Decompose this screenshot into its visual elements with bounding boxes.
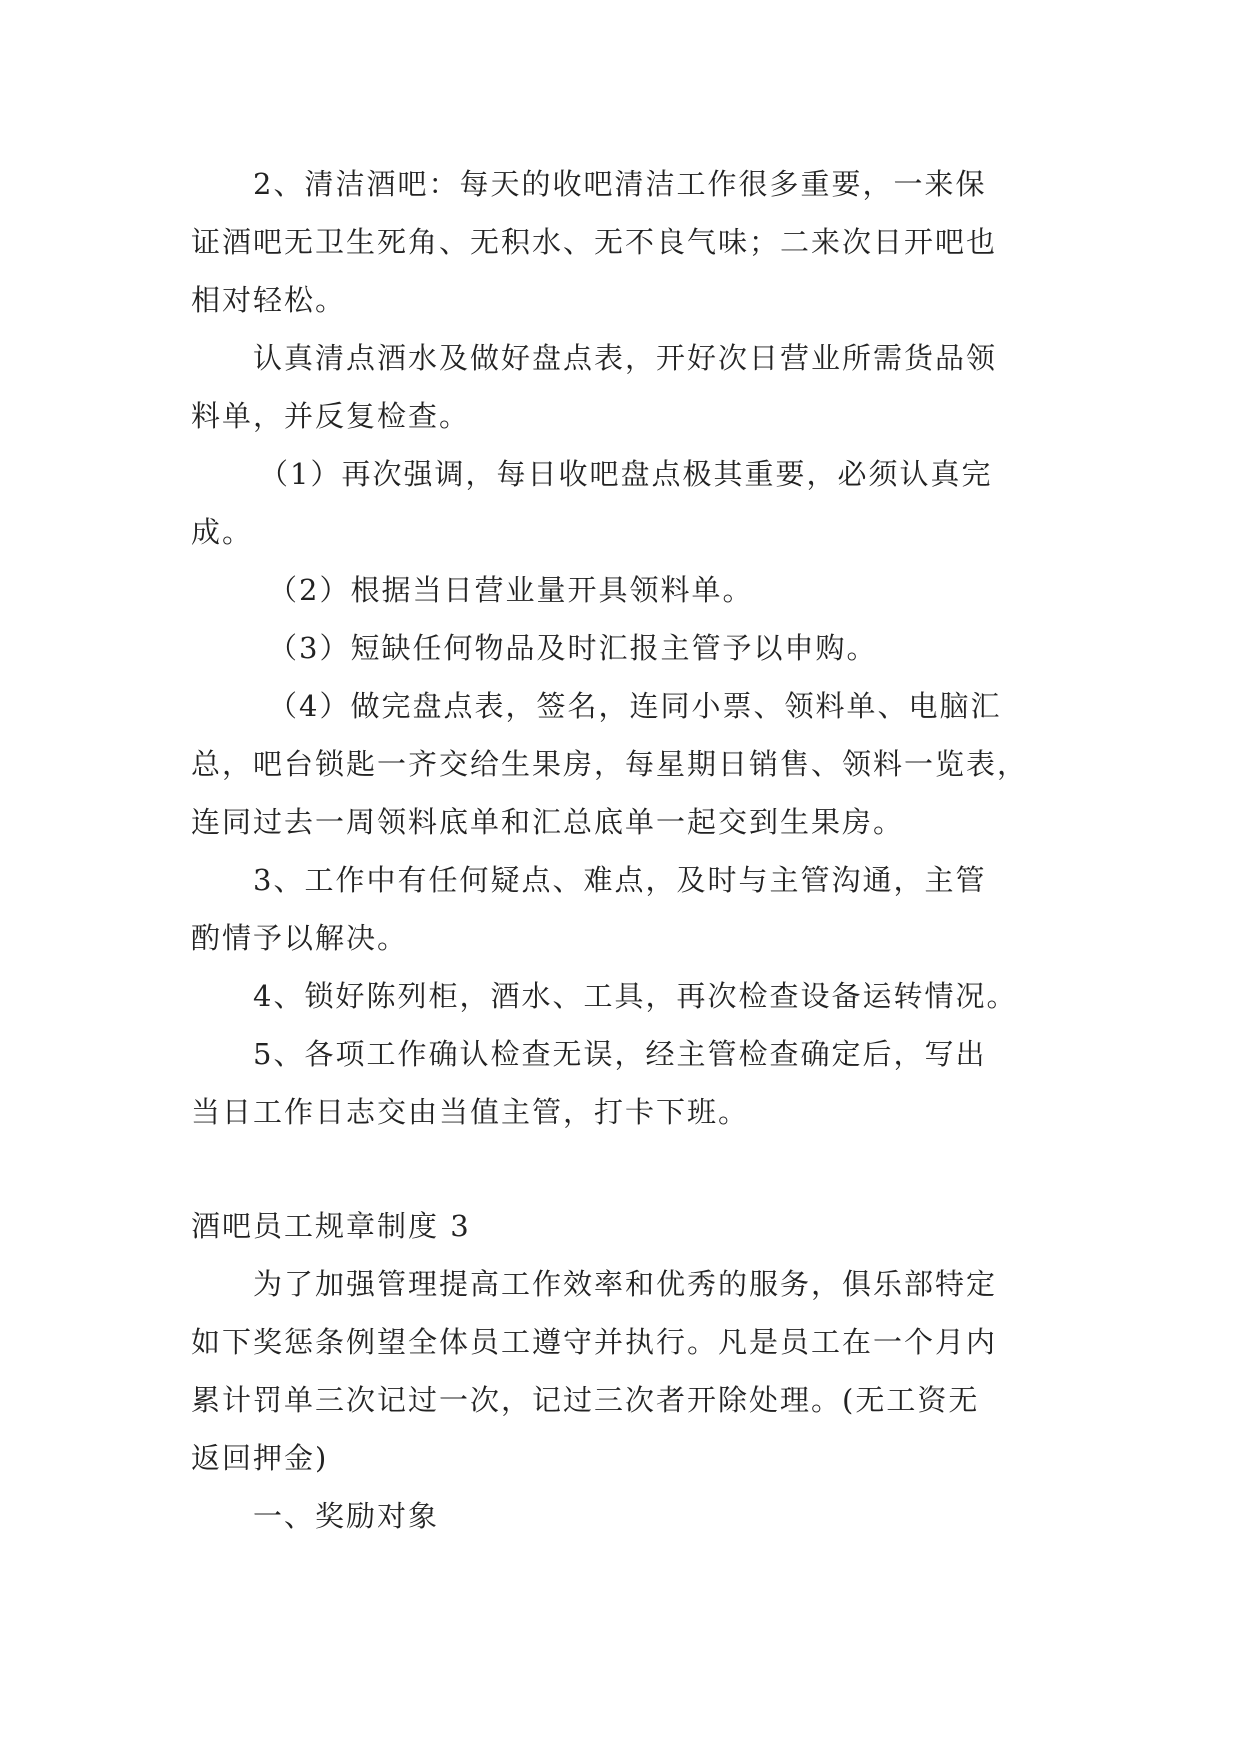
paragraph-line: 相对轻松。 (191, 283, 347, 317)
paragraph-line: 证酒吧无卫生死角、无积水、无不良气味；二来次日开吧也 (191, 225, 998, 259)
paragraph-line: 返回押金) (191, 1441, 329, 1475)
paragraph-line: 2、清洁酒吧：每天的收吧清洁工作很多重要，一来保 (253, 167, 987, 201)
paragraph-line: （3）短缺任何物品及时汇报主管予以申购。 (268, 631, 878, 665)
paragraph-line: （1）再次强调，每日收吧盘点极其重要，必须认真完 (259, 457, 993, 491)
paragraph-line: 认真清点酒水及做好盘点表，开好次日营业所需货品领 (253, 341, 998, 375)
paragraph-line: （4）做完盘点表，签名，连同小票、领料单、电脑汇 (268, 689, 1002, 723)
paragraph-line: 一、奖励对象 (253, 1499, 440, 1533)
paragraph-line: 酌情予以解决。 (191, 921, 409, 955)
paragraph-line: 3、工作中有任何疑点、难点，及时与主管沟通，主管 (253, 863, 987, 897)
paragraph-line: 如下奖惩条例望全体员工遵守并执行。凡是员工在一个月内 (191, 1325, 998, 1359)
paragraph-line: 成。 (191, 515, 254, 549)
paragraph-line: 总，吧台锁匙一齐交给生果房，每星期日销售、领料一览表， (191, 747, 1029, 781)
paragraph-line: 连同过去一周领料底单和汇总底单一起交到生果房。 (191, 805, 905, 839)
paragraph-line: 4、锁好陈列柜，酒水、工具，再次检查设备运转情况。 (253, 979, 1018, 1013)
section-heading: 酒吧员工规章制度 3 (191, 1209, 471, 1243)
paragraph-line: 为了加强管理提高工作效率和优秀的服务，俱乐部特定 (253, 1267, 998, 1301)
paragraph-line: 料单，并反复检查。 (191, 399, 471, 433)
paragraph-line: 当日工作日志交由当值主管，打卡下班。 (191, 1095, 750, 1129)
paragraph-line: （2）根据当日营业量开具领料单。 (268, 573, 754, 607)
paragraph-line: 5、各项工作确认检查无误，经主管检查确定后，写出 (253, 1037, 987, 1071)
paragraph-line: 累计罚单三次记过一次，记过三次者开除处理。(无工资无 (191, 1383, 980, 1417)
